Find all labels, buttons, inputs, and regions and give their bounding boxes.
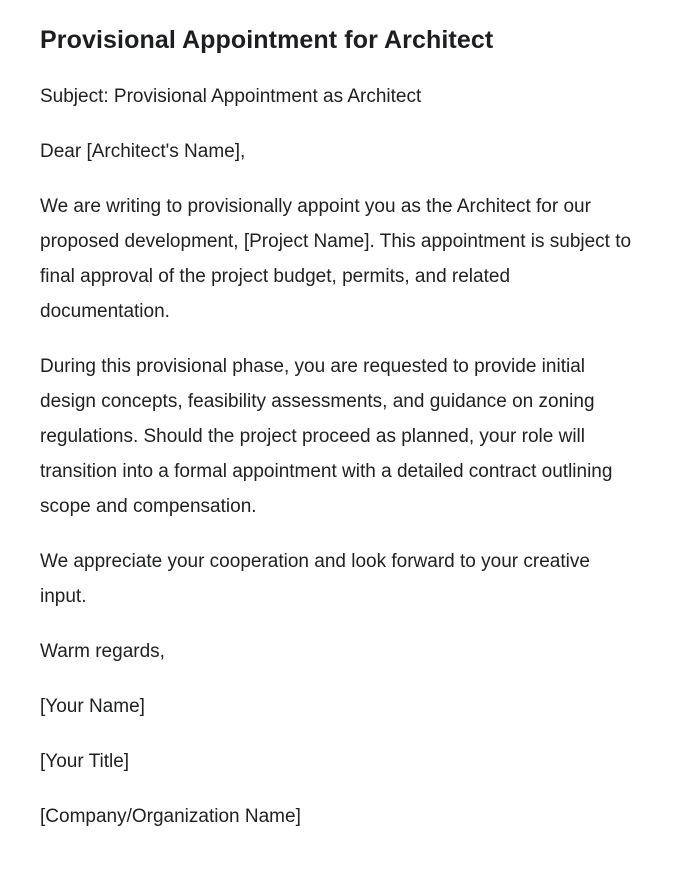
- signature-title-placeholder: [Your Title]: [40, 751, 130, 772]
- signature-company-placeholder: [Company/Organization Name]: [40, 806, 301, 827]
- body-paragraph: We are writing to provisionally appoint you as the Architect for our proposed development, [Project Name]. This appointment is subject to final approval of the project budget, permits, and related documentation.: [40, 196, 632, 322]
- signature-name-placeholder: [Your Name]: [40, 696, 145, 717]
- body-paragraph: During this provisional phase, you are requested to provide initial design concepts, feasibility assessments, and guidance on zoning regulations. Should the project proceed as planned, your role will transition into a formal appointment with a detailed contract outlining scope and compensation.: [40, 356, 613, 517]
- subject-line: Subject: Provisional Appointment as Architect: [40, 86, 422, 107]
- page-title: Provisional Appointment for Architect: [40, 26, 494, 54]
- body-paragraph: We appreciate your cooperation and look forward to your creative input.: [40, 551, 590, 607]
- salutation: Dear [Architect's Name],: [40, 141, 246, 162]
- letter-body: [40, 79, 660, 834]
- closing-line: Warm regards,: [40, 641, 165, 662]
